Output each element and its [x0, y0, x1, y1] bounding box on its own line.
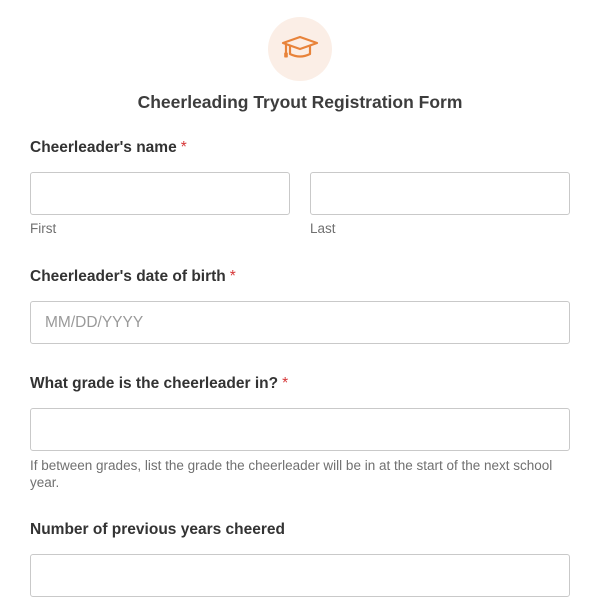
last-name-input[interactable] [310, 172, 570, 215]
dob-label [30, 268, 236, 286]
years-label [30, 521, 285, 539]
dob-label-text: Cheerleader's date of birth [30, 268, 226, 285]
graduation-cap-icon [280, 34, 320, 64]
dob-input[interactable] [30, 301, 570, 344]
name-label-text: Cheerleader's name [30, 139, 177, 156]
required-asterisk: * [282, 375, 289, 392]
grade-help-text: If between grades, list the grade the cheerleader will be in at the start of the next school year. [30, 458, 553, 490]
grade-label-text: What grade is the cheerleader in? [30, 375, 279, 392]
form-title: Cheerleading Tryout Registration Form [137, 92, 463, 112]
last-name-sublabel: Last [310, 221, 336, 236]
form-icon-badge [268, 17, 332, 81]
first-name-input[interactable] [30, 172, 290, 215]
required-asterisk: * [180, 139, 187, 156]
grade-label [30, 375, 288, 393]
required-asterisk: * [229, 268, 236, 285]
years-label-text: Number of previous years cheered [30, 521, 285, 538]
name-label [30, 139, 187, 157]
years-input[interactable] [30, 554, 570, 597]
grade-input[interactable] [30, 408, 570, 451]
first-name-sublabel: First [30, 221, 57, 236]
